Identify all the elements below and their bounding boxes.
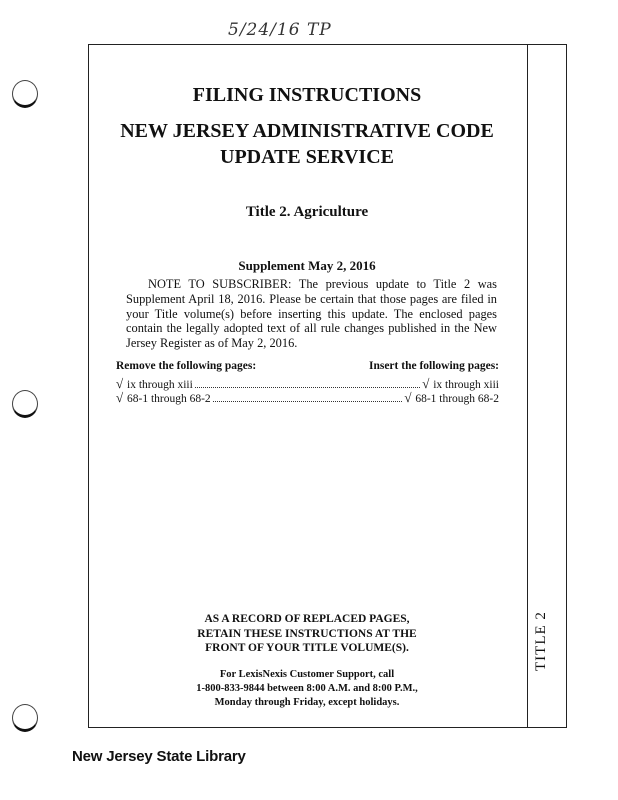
check-mark-icon: √ [404, 390, 412, 405]
customer-support [88, 668, 526, 710]
record-line: AS A RECORD OF REPLACED PAGES, [204, 613, 410, 625]
support-line: For LexisNexis Customer Support, call [219, 669, 395, 680]
check-mark-icon: √ [116, 390, 124, 405]
subscriber-note: NOTE TO SUBSCRIBER: The previous update to Title 2 was Supplement April 18, 2016. Please be certain that those pages are filed in your Title volume(s) before inserting this update. The enclosed pages contain the legally adopted text of all rule changes published in the New Jersey Register as of May 2, 2016. [126, 277, 497, 351]
remove-range: 68-1 through 68-2 [127, 393, 211, 405]
code-name-line: UPDATE SERVICE [220, 146, 394, 168]
insert-pages-header: Insert the following pages: [368, 360, 499, 372]
record-line: RETAIN THESE INSTRUCTIONS AT THE [197, 627, 417, 640]
pages-header [116, 360, 499, 372]
binder-hole-icon [12, 80, 38, 108]
check-mark-icon: √ [116, 376, 124, 391]
remove-range: ix through xiii [127, 379, 193, 391]
binder-hole-icon [12, 390, 38, 418]
code-name-line: NEW JERSEY ADMINISTRATIVE CODE [120, 120, 494, 142]
support-line: Monday through Friday, except holidays. [214, 697, 400, 708]
record-instructions [88, 612, 526, 656]
library-stamp: New Jersey State Library [72, 748, 246, 765]
dot-leader [195, 378, 420, 388]
record-line: FRONT OF YOUR TITLE VOLUME(S). [205, 642, 409, 654]
check-mark-icon: √ [422, 376, 430, 391]
supplement-date: Supplement May 2, 2016 [238, 258, 376, 273]
insert-range: ix through xiii [433, 379, 499, 391]
title-tab-label: TITLE 2 [533, 611, 549, 671]
code-name [88, 118, 526, 170]
support-line: 1-800-833-9844 between 8:00 A.M. and 8:00 P.M., [196, 683, 418, 694]
document-title: FILING INSTRUCTIONS [192, 84, 422, 106]
title-number: Title 2. Agriculture [245, 204, 369, 220]
handwritten-date-note: 5/24/16 TP [228, 20, 332, 40]
remove-pages-header: Remove the following pages: [116, 360, 257, 372]
binder-hole-icon [12, 704, 38, 732]
insert-range: 68-1 through 68-2 [415, 393, 499, 405]
dot-leader [213, 392, 403, 402]
page-row [116, 390, 499, 406]
